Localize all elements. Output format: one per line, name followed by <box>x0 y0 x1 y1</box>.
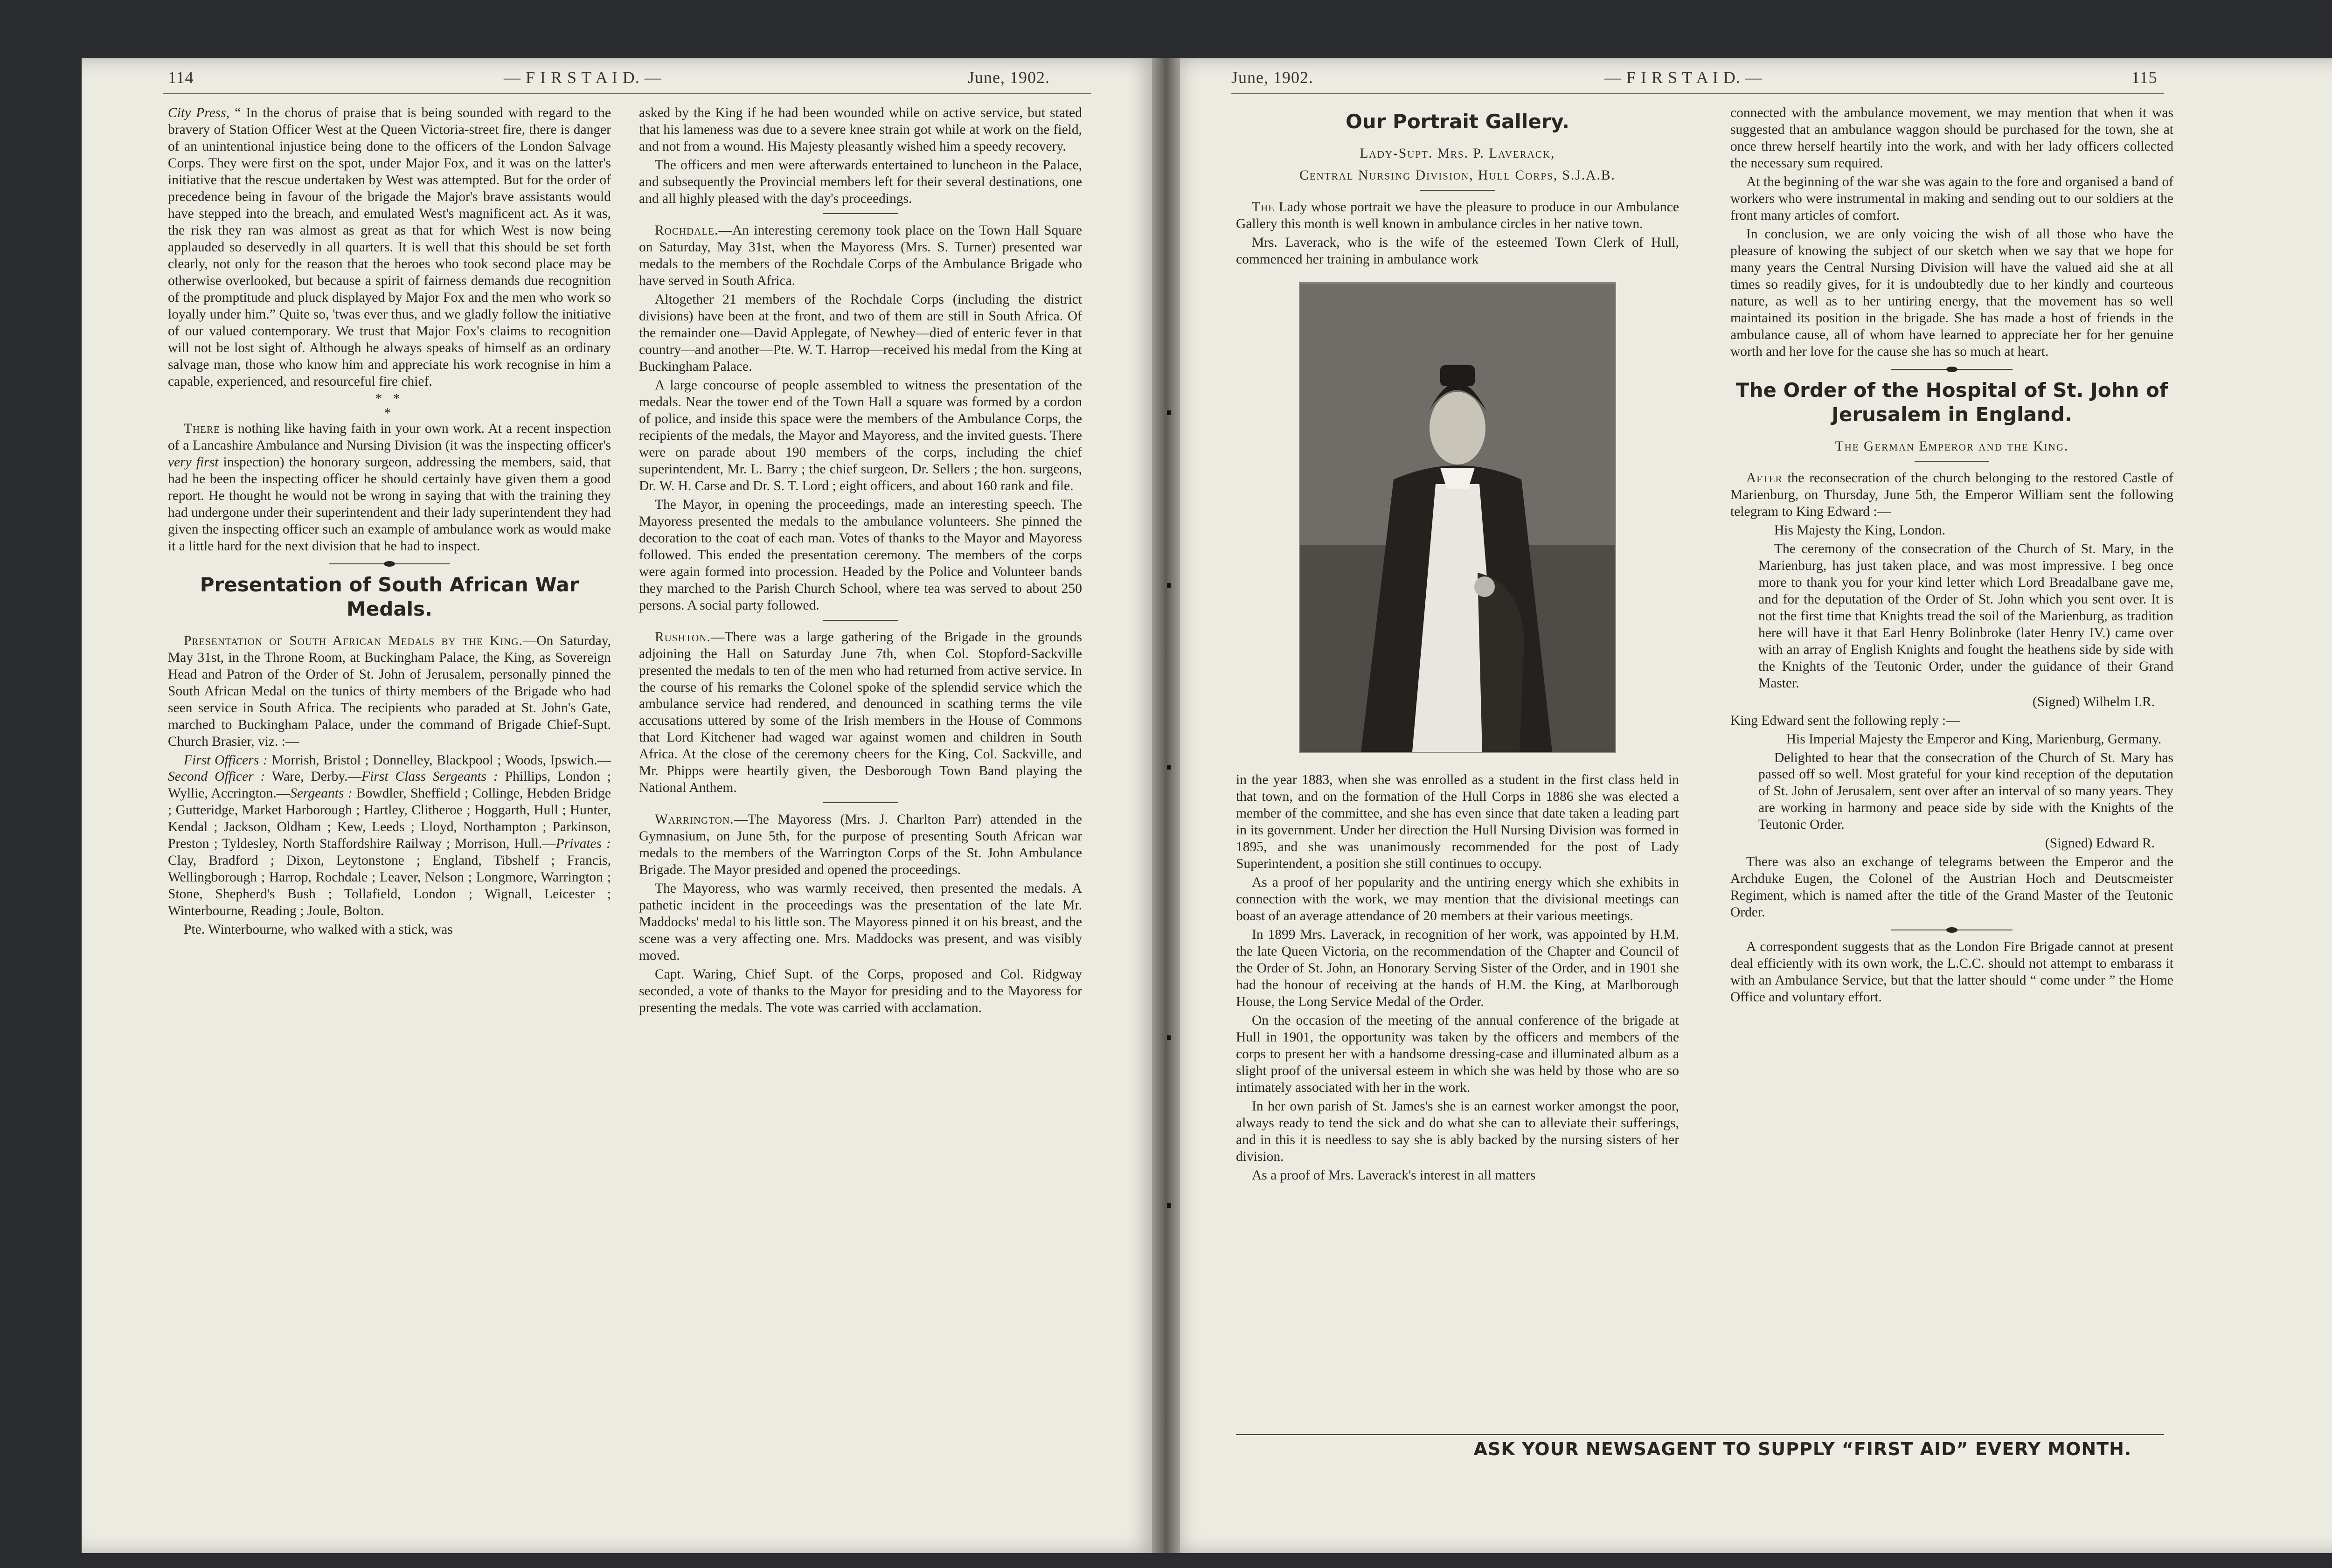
paragraph <box>168 633 611 750</box>
paragraph <box>639 222 1082 290</box>
paragraph <box>168 421 611 555</box>
paragraph: On the occasion of the meeting of the annual conference of the brigade at Hull in 1901, the opportunity was taken by the officers and members of the corps to present her with a handsome dressing-case and illuminated album as a slight proof of the universal esteem in which she was held by those who are so intimately associated with her in the work. <box>1236 1013 1679 1096</box>
footer-advert: ASK YOUR NEWSAGENT TO SUPPLY “FIRST AID” EVERY MONTH. <box>1473 1439 2132 1459</box>
paragraph: In 1899 Mrs. Laverack, in recognition of her work, was appointed by H.M. the late Queen Victoria, on the recommendation of the Chapter and Council of the Order of St. John, an Honorary Serving Sister of the Order, and in 1901 she had the honour of receiving at the hands of H.M. the King, at Marlborough House, the Long Service Medal of the Order. <box>1236 927 1679 1010</box>
page-number-left: 114 <box>168 68 194 87</box>
right-column-2 <box>1730 105 2173 1425</box>
left-column-2 <box>639 105 1082 1443</box>
paragraph: in the year 1883, when she was enrolled as a student in the first class held in that town, and on the formation of the Hull Corps in 1886 she was elected a member of the committee, and she has even since that date taken a leading part in its government. Under her direction the Hull Nursing Division was formed in 1895, and she was unanimously recommended for the post of Lady Superintendent, a position she still continues to occupy. <box>1236 772 1679 872</box>
right-column-1 <box>1236 105 1679 1425</box>
list-label: First Class Sergeants : <box>361 769 498 784</box>
italic-source: City Press, <box>168 105 230 120</box>
telegram-address: His Majesty the King, London. <box>1774 522 1946 538</box>
telegram-body: The ceremony of the consecration of the Church of St. Mary, in the Marienburg, has just taken place, and was most impressive. I beg once more to thank you for your kind letter which Lord Breadalbane gave me, and for the deputation of the Order of St. John which you sent over. It is not the first time that Knights tread the soil of the Marienburg, as tradition here will have it that Earl Henry Bolinbroke (later Henry IV.) came over with an array of English Knights and fought the heathens side by side with the Knights of the Teutonic Order, under the guidance of their Grand Master. <box>1758 541 2173 691</box>
paragraph: Mrs. Laverack, who is the wife of the esteemed Town Clerk of Hull, commenced her training in ambulance work <box>1236 235 1679 267</box>
lead-words: Presentation of South African Medals by the King. <box>184 633 523 648</box>
place-name: Rochdale. <box>655 222 719 238</box>
paragraph <box>1236 199 1679 233</box>
footer-rule <box>1236 1434 2164 1435</box>
header-rule-right <box>1231 93 2164 94</box>
section-stars: * * <box>375 391 404 406</box>
telegram-body: Delighted to hear that the consecration of the Church of St. Mary has passed off so well. Most grateful for your kind reception of the deputation of St. John of Jerusalem, sent over after an interval of so many years. They are working in harmony and peace side by side with the Knights of the Teutonic Order. <box>1758 750 2173 833</box>
paragraph: The Mayoress, who was warmly received, then presented the medals. A pathetic incident in the proceedings was the presentation of the late Mr. Maddocks' medal to his little son. The Mayoress pinned it on his breast, and the scene was a very affecting one. Mrs. Maddocks was present, and was visibly moved. <box>639 881 1082 964</box>
paragraph <box>639 629 1082 797</box>
list-label: Sergeants : <box>290 786 353 801</box>
article-subheading: Lady-Supt. Mrs. P. Laverack, <box>1360 146 1555 161</box>
paragraph: The officers and men were afterwards entertained to luncheon in the Palace, and subsequently the Provincial members left for their several destinations, one and all highly pleased with the day's proceedings. <box>639 157 1082 206</box>
paragraph <box>168 105 611 390</box>
running-date-right: June, 1902. <box>1231 68 1313 87</box>
paragraph: At the beginning of the war she was again to the fore and organised a band of workers who were instrumental in making and sending out to our soldiers at the front many articles of comfort. <box>1730 174 2173 223</box>
lead-word: There <box>184 421 220 436</box>
paragraph-text: inspection) the honorary surgeon, addressing the members, said, that had he been the inspecting officer he should certainly have given them a good report. He thought he would not be wrong in saying that with the training they had undergone under their superintendent and their lady superintendent they had given the inspecting officer such an example of ambulance work as would make it a little hard for the next division that he had to inspect. <box>168 454 611 554</box>
lead-word: After <box>1746 470 1783 486</box>
paragraph <box>639 812 1082 879</box>
paragraph: Capt. Waring, Chief Supt. of the Corps, proposed and Col. Ridgway seconded, a vote of thanks to the Mayor for presiding and to the Mayoress for presenting the medals. The vote was carried with acclamation. <box>639 967 1082 1016</box>
paragraph-text: —On Saturday, May 31st, in the Throne Room, at Buckingham Palace, the King, as Sovereign Head and Patron of the Order of St. John of Jerusalem, personally pinned the South African Medal on the tunics of thirty members of the Brigade who had seen service in South Africa. The recipients who paraded at St. John's Gate, marched to Buckingham Palace, under the command of Brigade Chief-Supt. Church Brasier, viz. :— <box>168 633 611 749</box>
italic-phrase: very first <box>168 454 219 470</box>
paragraph-text: —An interesting ceremony took place on the Town Hall Square on Saturday, May 31st, when the Mayoress (Mrs. S. Turner) presented war medals to the members of the Rochdale Corps of the Ambulance Brigade who have served in South Africa. <box>639 222 1082 288</box>
portrait-photo <box>1299 282 1616 753</box>
paragraph: A correspondent suggests that as the London Fire Brigade cannot at present deal efficiently with its own work, the L.C.C. should not attempt to embarass it with an Ambulance Service, but that the latter should “ come under ” the Home Office and voluntary effort. <box>1730 939 2173 1005</box>
binding-thread-mark <box>1167 1035 1171 1040</box>
paragraph: In her own parish of St. James's she is an earnest worker amongst the poor, always ready to tend the sick and do what she can to alleviate their sufferings, and in this it is needless to say she is ably backed by the nursing sisters of her division. <box>1236 1099 1679 1165</box>
section-rule <box>823 213 898 214</box>
paragraph: There was also an exchange of telegrams between the Emperor and the Archduke Eugen, the Colonel of the Austrian Hoch and Deutscmeister Regiment, which is named after the title of the Grand Master of the Teutonic Order. <box>1730 854 2173 920</box>
running-date-left: June, 1902. <box>968 68 1050 87</box>
article-heading: The Order of the Hospital of St. John of Jerusalem in England. <box>1735 378 2168 426</box>
binding-thread-mark <box>1167 1203 1171 1208</box>
paragraph: As a proof of her popularity and the untiring energy which she exhibits in connection with the work, we may mention that the divisional meetings can boast of an average attendance of 20 members at their various meetings. <box>1236 875 1679 924</box>
running-title-right: — F I R S T A I D. — <box>1604 68 1763 87</box>
paragraph: asked by the King if he had been wounded while on active service, but stated that his lameness was due to a severe knee strain got while at work on the field, and not from a wound. His Majesty pleasantly wished him a speedy recovery. <box>639 105 1082 154</box>
paragraph: As a proof of Mrs. Laverack's interest in all matters <box>1252 1168 1536 1183</box>
list-label: First Officers : <box>184 752 268 768</box>
place-name: Warrington. <box>655 812 734 827</box>
paragraph <box>1730 470 2173 520</box>
paragraph: Altogether 21 members of the Rochdale Corps (including the district divisions) have been at the front, and two of them are still in South Africa. Of the remainder one—David Applegate, of Newhey—died of enteric fever in that country—and another—Pte. W. T. Harrop—received his medal from the King at Buckingham Palace. <box>639 291 1082 374</box>
binding-thread-mark <box>1167 765 1171 770</box>
list-text: Phillips, London ; Wyllie, Accrington.— <box>168 769 611 801</box>
left-column-1 <box>168 105 611 1443</box>
paragraph-text: —The Mayoress (Mrs. J. Charlton Parr) attended in the Gymnasium, on June 5th, for the purpose of presenting South African war medals to the members of the Warrington Corps of the St. John Ambulance Brigade. The Mayor presided and opened the proceedings. <box>639 812 1082 878</box>
recipients-list <box>168 752 611 920</box>
paragraph-text: Lady whose portrait we have the pleasure to produce in our Ambulance Gallery this month is well known in ambulance circles in her native town. <box>1236 200 1679 232</box>
header-rule-left <box>163 93 1091 94</box>
paragraph-text: is nothing like having faith in your own work. At a recent inspection of a Lancashire Ambulance and Nursing Division (it was the inspecting officer's <box>168 421 611 453</box>
list-label: Privates : <box>555 836 611 852</box>
paragraph-text: —There was a large gathering of the Brigade in the grounds adjoining the Hall on Saturday June 7th, when Col. Stopford-Sackville presented the medals to ten of the men who had returned from active service. In the course of his remarks the Colonel spoke of the splendid service which the ambulance service had rendered, and denounced in scathing terms the vile accusations uttered by some of the Irish members in the House of Commons that Lord Kitchener had waged war against women and children in South Africa. At the close of the ceremony cheers for the King, Col. Sackville, and Mr. Phipps were heartily given, the Desborough Town Band playing the National Anthem. <box>639 629 1082 796</box>
binding-thread-mark <box>1167 410 1171 415</box>
section-rule <box>1420 190 1495 191</box>
paragraph: A large concourse of people assembled to witness the presentation of the medals. Near the tower end of the Town Hall a square was formed by a cordon of police, and inside this space were the members of the Ambulance Corps, the recipients of the medals, the Mayor and Mayoress, and the invited guests. There were on parade about 190 members of the corps, including the chief superintendent, Mr. L. Barry ; the chief surgeon, Dr. Sellers ; the hon. surgeons, Dr. W. H. Carse and Dr. S. T. Lord ; eight officers, and about 160 rank and file. <box>639 377 1082 493</box>
ornament-divider <box>329 563 450 564</box>
list-text: Clay, Bradford ; Dixon, Leytonstone ; England, Tibshelf ; Francis, Wellingborough ; Harrop, Rochdale ; Leaver, Nelson ; Longmore, Warrington ; Stone, Shepherd's Bush ; Tollafield, London ; Wignall, Leicester ; Winterbourne, Reading ; Joule, Bolton. <box>168 853 611 919</box>
list-text: Morrish, Bristol ; Donnelley, Blackpool ; Woods, Ipswich.— <box>267 752 611 768</box>
telegram-address: His Imperial Majesty the Emperor and King, Marienburg, Germany. <box>1786 731 2162 747</box>
telegram-signature: (Signed) Edward R. <box>2045 836 2155 851</box>
paragraph: King Edward sent the following reply :— <box>1730 713 1960 728</box>
paragraph: In conclusion, we are only voicing the wish of all those who have the pleasure of knowing the subject of our sketch when we say that we hope for many years the Central Nursing Division will have the valued aid she at all times so readily gives, for it is undoubtedly due to her kindly and courteous nature, as well as to her untiring energy, that the movement has so well maintained its position in the brigade. She has made a host of friends in the ambulance cause, all of whom have learned to appreciate her for her genuine worth and her love for the cause she has so much at heart. <box>1730 226 2173 359</box>
article-subheading: The German Emperor and the King. <box>1835 438 2069 454</box>
page-number-right: 115 <box>2131 68 2158 87</box>
article-subheading: Central Nursing Division, Hull Corps, S.J.A.B. <box>1299 168 1616 183</box>
ornament-divider <box>1891 369 2013 370</box>
portrait-illustration <box>1300 284 1615 752</box>
book-gutter <box>1152 58 1180 1553</box>
telegram-signature: (Signed) Wilhelm I.R. <box>2032 694 2155 709</box>
paragraph: The Mayor, in opening the proceedings, made an interesting speech. The Mayoress presented the medals to the ambulance volunteers. She pinned the decoration to the coat of each man. Votes of thanks to the Mayor and Mayoress followed. This ended the presentation ceremony. The members of the corps were again formed into procession. Headed by the Police and Volunteer bands they marched to the Parish Church School, where tea was served to about 250 persons. A social party followed. <box>639 497 1082 613</box>
paragraph: Pte. Winterbourne, who walked with a stick, was <box>184 922 453 937</box>
section-rule <box>823 620 898 621</box>
running-title-left: — F I R S T A I D. — <box>504 68 662 87</box>
list-label: Second Officer : <box>168 769 265 784</box>
section-rule <box>1915 461 1989 462</box>
list-text: Bowdler, Sheffield ; Collinge, Hebden Bridge ; Gutteridge, Market Harborough ; Hartley, Clitheroe ; Hoggarth, Hull ; Hunter, Kendal ; Jackson, Oldham ; Kew, Leeds ; Lloyd, Northampton ; Parkinson, Preston ; Tyldesley, North Staffordshire Railway ; Morrison, Hull.— <box>168 786 611 852</box>
paragraph-text: “ In the chorus of praise that is being sounded with regard to the bravery of Station Officer West at the Queen Victoria-street fire, there is danger of an unintentional injustice being done to the officers of the London Salvage Corps. They were first on the spot, under Major Fox, and it was on the latter's initiative that the rescue undertaken by West was attempted. But for the order of precedence being in favour of the brigade the Major's brave assistants would have stepped into the breach, and emulated West's magnificent act. As it was, the risk they ran was almost as great as that for which West is now being applauded so deservedly in all quarters. It is well that this should be set forth clearly, not only for the reason that the heroes who took second place may be otherwise overlooked, but because a spirit of fairness demands due recognition of the promptitude and pluck displayed by Major Fox and the men who work so loyally under him.” Quite so, 'twas ever thus, and we gladly follow the initiative of our valued contemporary. We trust that Major Fox's claims to recognition will not be lost sight of. Although he always speaks of himself as an ordinary salvage man, those who know him and appreciate his work recognise in him a capable, experienced, and resourceful fire chief. <box>168 105 611 389</box>
place-name: Rushton. <box>655 629 711 645</box>
binding-thread-mark <box>1167 583 1171 588</box>
section-rule <box>823 802 898 803</box>
article-heading: Presentation of South African War Medals. <box>200 573 579 621</box>
section-star: * <box>384 406 395 421</box>
paragraph-text: the reconsecration of the church belonging to the restored Castle of Marienburg, on Thursday, June 5th, the Emperor William sent the following telegram to King Edward :— <box>1730 470 2173 519</box>
lead-word: The <box>1252 200 1275 215</box>
paragraph: connected with the ambulance movement, we may mention that when it was suggested that an ambulance waggon should be purchased for the town, she at once threw herself heartily into the work, and with her lady officers collected the necessary sum required. <box>1730 105 2173 171</box>
list-text: Ware, Derby.— <box>265 769 362 784</box>
article-heading: Our Portrait Gallery. <box>1346 110 1569 133</box>
